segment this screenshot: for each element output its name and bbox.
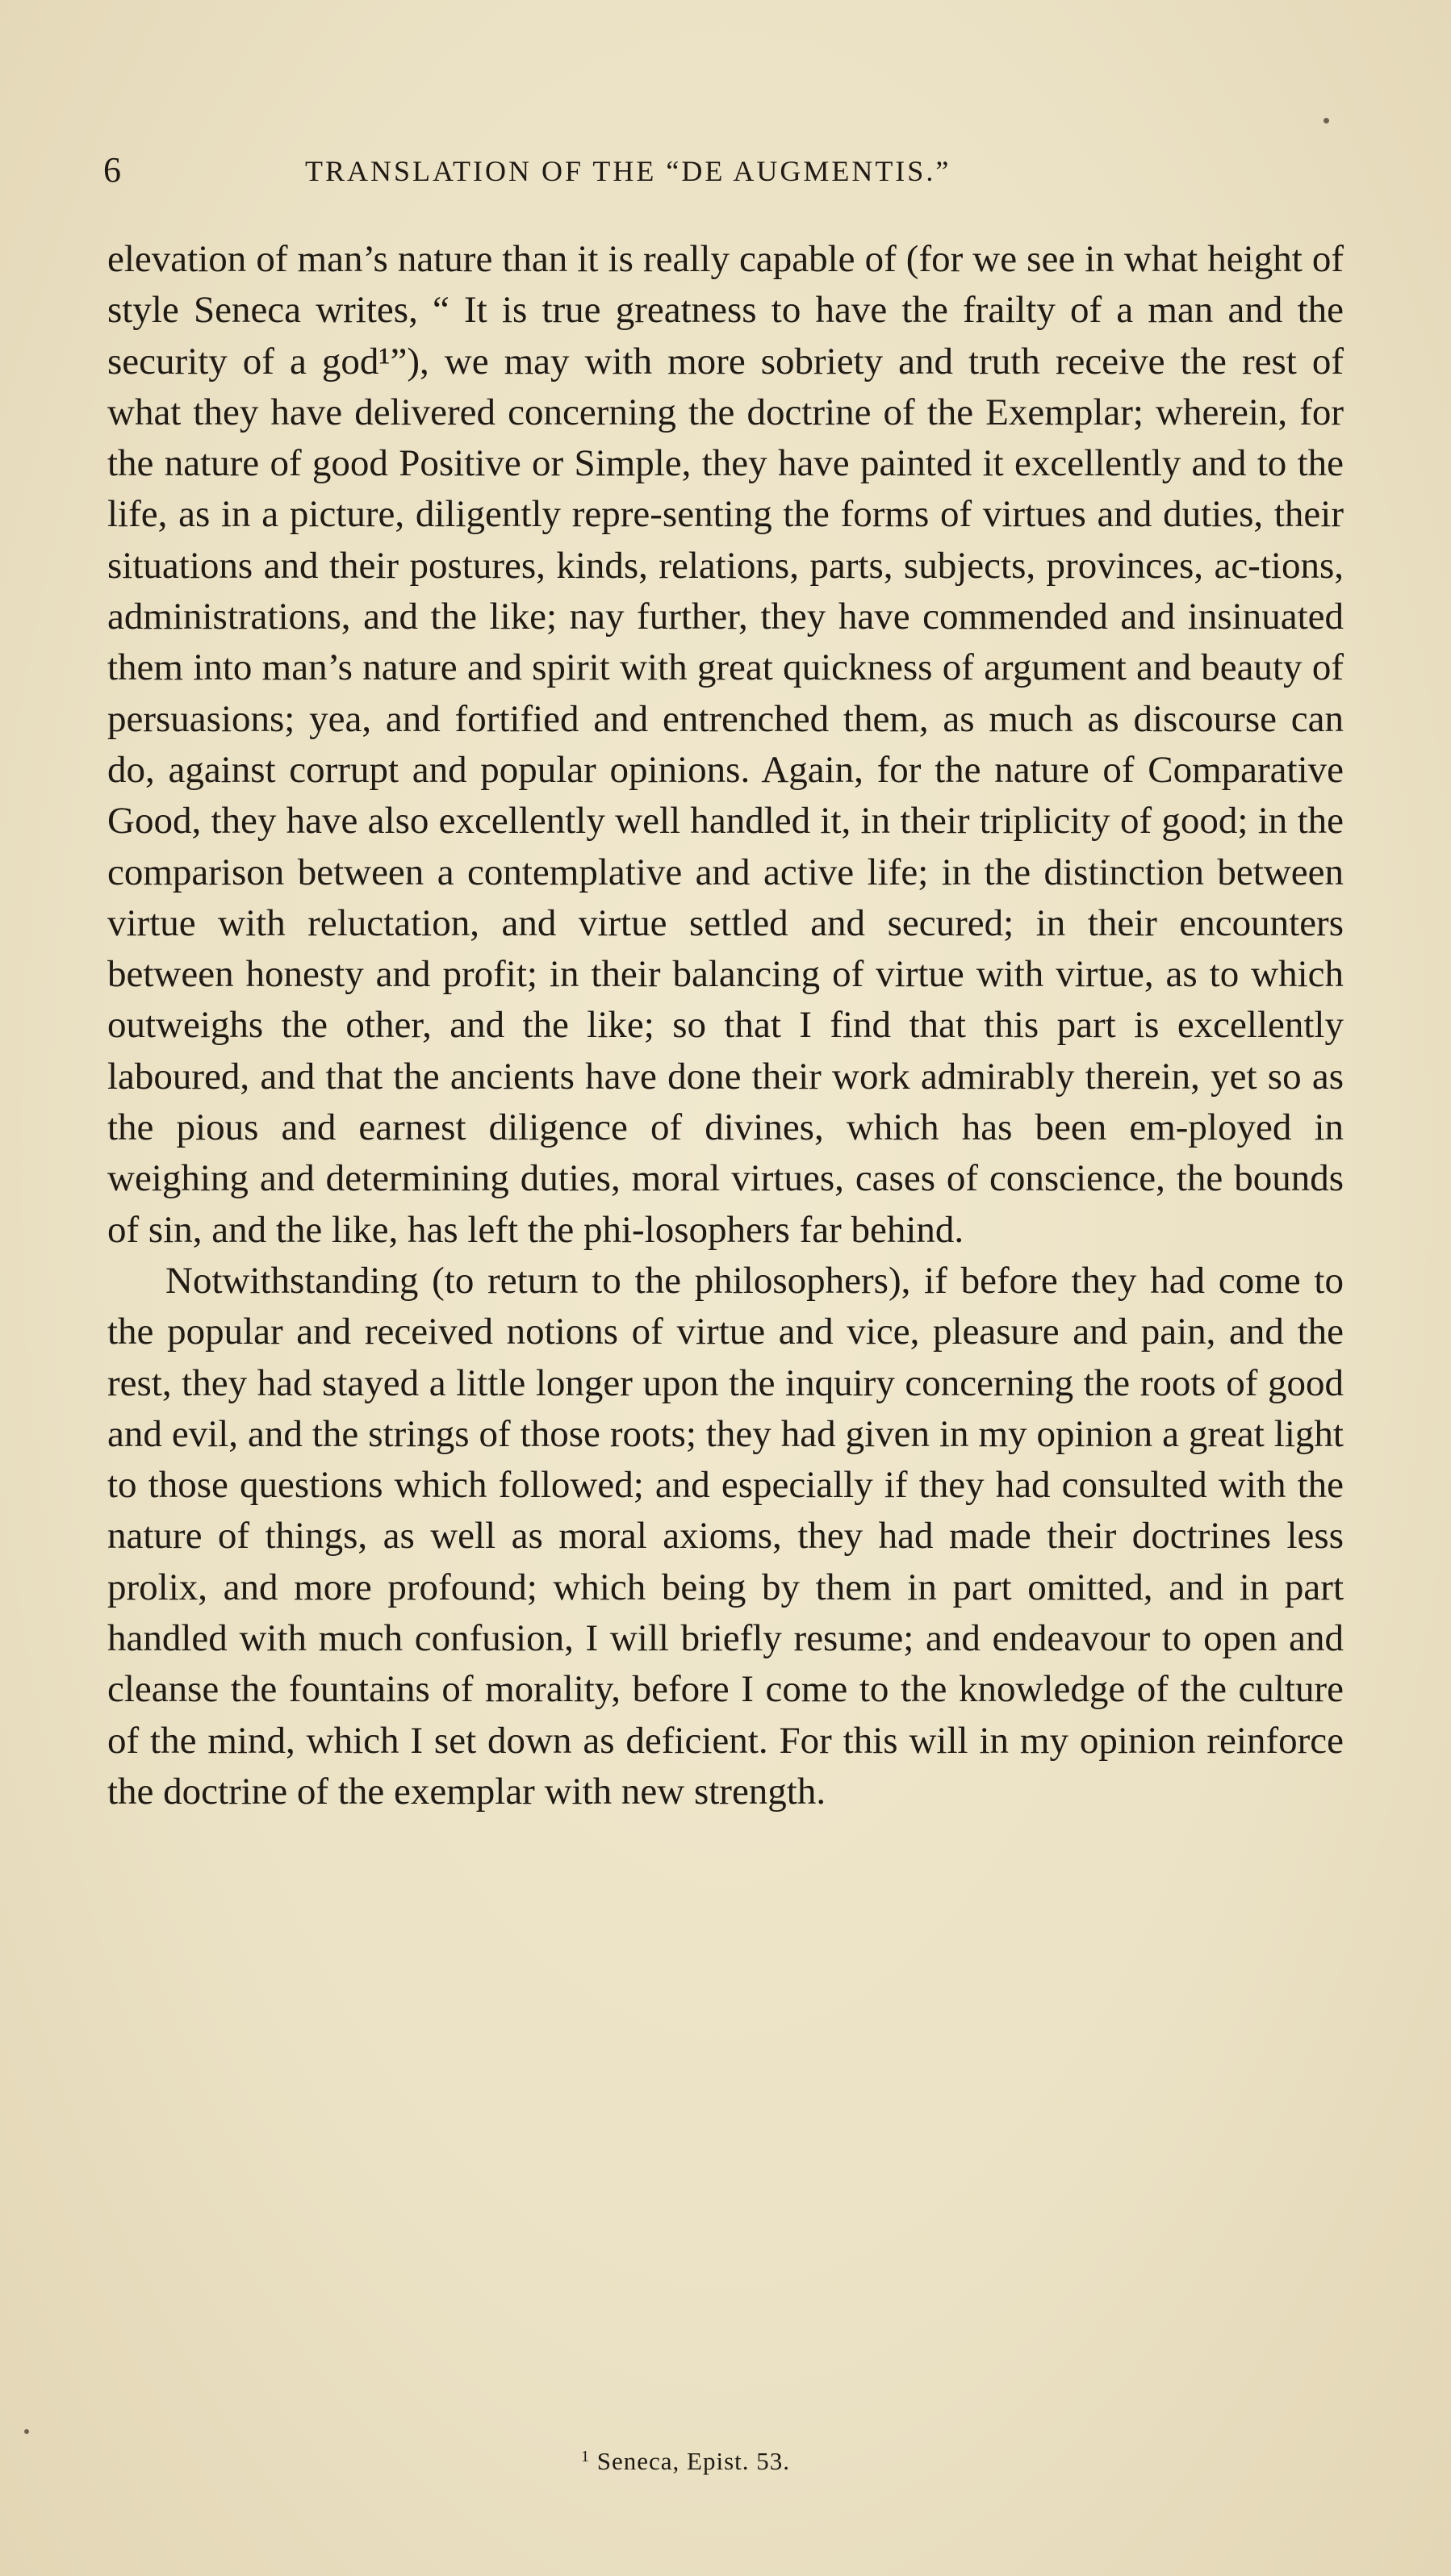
footnote-text: Seneca, Epist. 53. bbox=[596, 2447, 791, 2475]
paragraph-notwithstanding: Notwithstanding (to return to the philosophers), if before they had come to the popular and received notions of virtue and vice, pleasure and pain, and the rest, they had stayed a little longer upon the inquiry concerning the roots of good and evil, and the strings of those roots; they had given in my opinion a great light to those questions which followed; and especially if they had consulted with the nature of things, as well as moral axioms, they had made their doctrines less prolix, and more profound; which being by them in part omitted, and in part handled with much confusion, I will briefly resume; and endeavour to open and cleanse the fountains of morality, before I come to the knowledge of the culture of the mind, which I set down as deficient. For this will in my opinion reinforce the doctrine of the exemplar with new strength. bbox=[107, 1259, 1344, 1813]
footnote bbox=[581, 2447, 790, 2476]
paragraph-continued: elevation of man’s nature than it is really capable of (for we see in what height of style Seneca writes, “ It is true greatness to have the frailty of a man and the security of a god¹”), we may with more sobriety and truth receive the rest of what they have delivered concerning the doctrine of the Exemplar; wherein, for the nature of good Positive or Simple, they have painted it excellently and to the life, as in a picture, diligently repre-senting the forms of virtues and duties, their situations and their postures, kinds, relations, parts, subjects, provinces, ac-tions, administrations, and the like; nay further, they have commended and insinuated them into man’s nature and spirit with great quickness of argument and beauty of persuasions; yea, and fortified and entrenched them, as much as discourse can do, against corrupt and popular opinions. Again, for the nature of Comparative Good, they have also excellently well handled it, in their triplicity of good; in the comparison between a contemplative and active life; in the distinction between virtue with reluctation, and virtue settled and secured; in their encounters between honesty and profit; in their balancing of virtue with virtue, as to which outweighs the other, and the like; so that I find that this part is excellently laboured, and that the ancients have done their work admirably therein, yet so as the pious and earnest diligence of divines, which has been em-ployed in weighing and determining duties, moral virtues, cases of conscience, the bounds of sin, and the like, has left the phi-losophers far behind. bbox=[107, 238, 1344, 1251]
paper-speck bbox=[1323, 118, 1329, 123]
footnote-marker: 1 bbox=[581, 2448, 590, 2465]
running-title: TRANSLATION OF THE “DE AUGMENTIS.” bbox=[305, 155, 951, 187]
paper-speck bbox=[24, 2429, 29, 2434]
page-header bbox=[103, 149, 1362, 198]
body-text bbox=[107, 234, 1344, 1817]
page-number: 6 bbox=[103, 150, 122, 190]
